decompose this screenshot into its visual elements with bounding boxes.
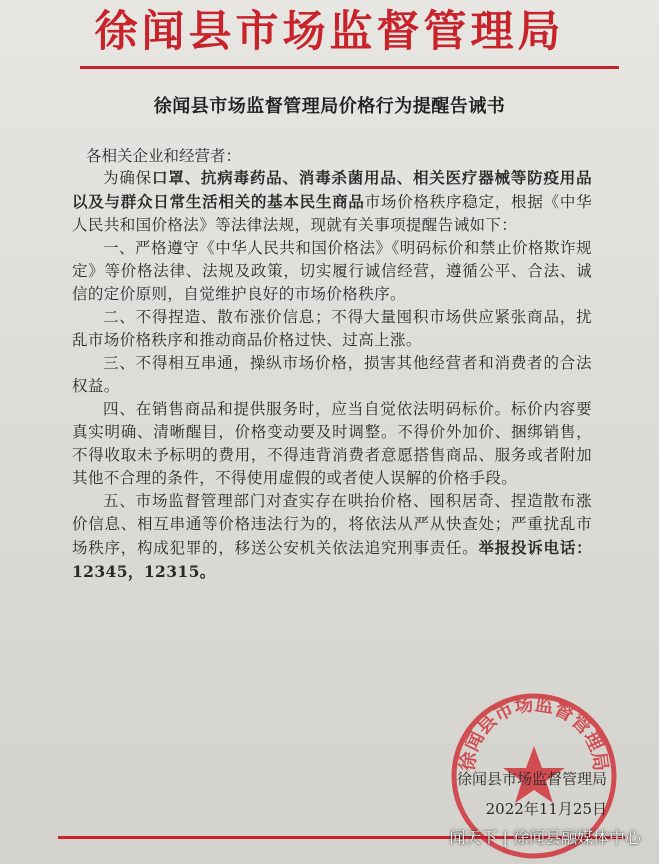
masthead: 徐闻县市场监督管理局 bbox=[94, 7, 565, 57]
item-4: 四、在销售商品和提供服务时，应当自觉依法明码标价。标价内容要真实明确、清晰醒目，价格变动要及时调整。不得价外加价、捆绑销售，不得收取未予标明的费用，不得违背消费者意愿搭售商品、服务或者附加其他不合理的条件，不得使用虚假的或者使人误解的价格手段。 bbox=[72, 400, 592, 487]
hotline: 举报投诉电话：12345，12315。 bbox=[72, 538, 592, 581]
signature-date: 2022年11月25日 bbox=[485, 800, 607, 818]
item-1: 一、严格遵守《中华人民共和国价格法》《明码标价和禁止价格欺诈规定》等价格法律、法规及政策，切实履行诚信经营，遵循公平、合法、诚信的定价原则，自觉维护良好的市场价格秩序。 bbox=[72, 239, 592, 303]
item-5-text: 五、市场监督管理部门对查实存在哄抬价格、囤积居奇、捏造散布涨价信息、相互串通等价格违法行为的，将依法从严从快查处；严重扰乱市场秩序，构成犯罪的，移送公安机关依法追究刑事责任。 bbox=[72, 492, 592, 557]
signature-block bbox=[457, 764, 607, 824]
item-5 bbox=[72, 490, 592, 584]
watermark: 闻天下 | 徐闻县融媒体中心 bbox=[449, 828, 641, 847]
signature-org: 徐闻县市场监督管理局 bbox=[456, 770, 607, 788]
intro-lead: 为确保 bbox=[103, 169, 152, 187]
intro-rest: 市场价格秩序稳定，根据《中华人民共和国价格法》等法律法规，现就有关事项提醒告诫如下： bbox=[72, 193, 592, 234]
item-3: 三、不得相互串通，操纵市场价格，损害其他经营者和消费者的合法权益。 bbox=[72, 354, 592, 395]
intro-bold-goods: 口罩、抗病毒药品、消毒杀菌用品、相关医疗器械等防疫用品以及与群众日常生活相关的基本民生商品 bbox=[72, 168, 592, 211]
intro-paragraph bbox=[72, 166, 592, 237]
document-title: 徐闻县市场监督管理局价格行为提醒告诫书 bbox=[153, 96, 506, 117]
salutation: 各相关企业和经营者： bbox=[86, 147, 242, 165]
document-body bbox=[72, 166, 592, 584]
masthead-red-rule bbox=[80, 66, 619, 69]
seal-text-path: 徐闻县市场监督管理局 bbox=[456, 693, 612, 773]
item-2: 二、不得捏造、散布涨价信息；不得大量囤积市场供应紧张商品，扰乱市场价格秩序和推动商品价格过快、过高上涨。 bbox=[72, 308, 592, 349]
